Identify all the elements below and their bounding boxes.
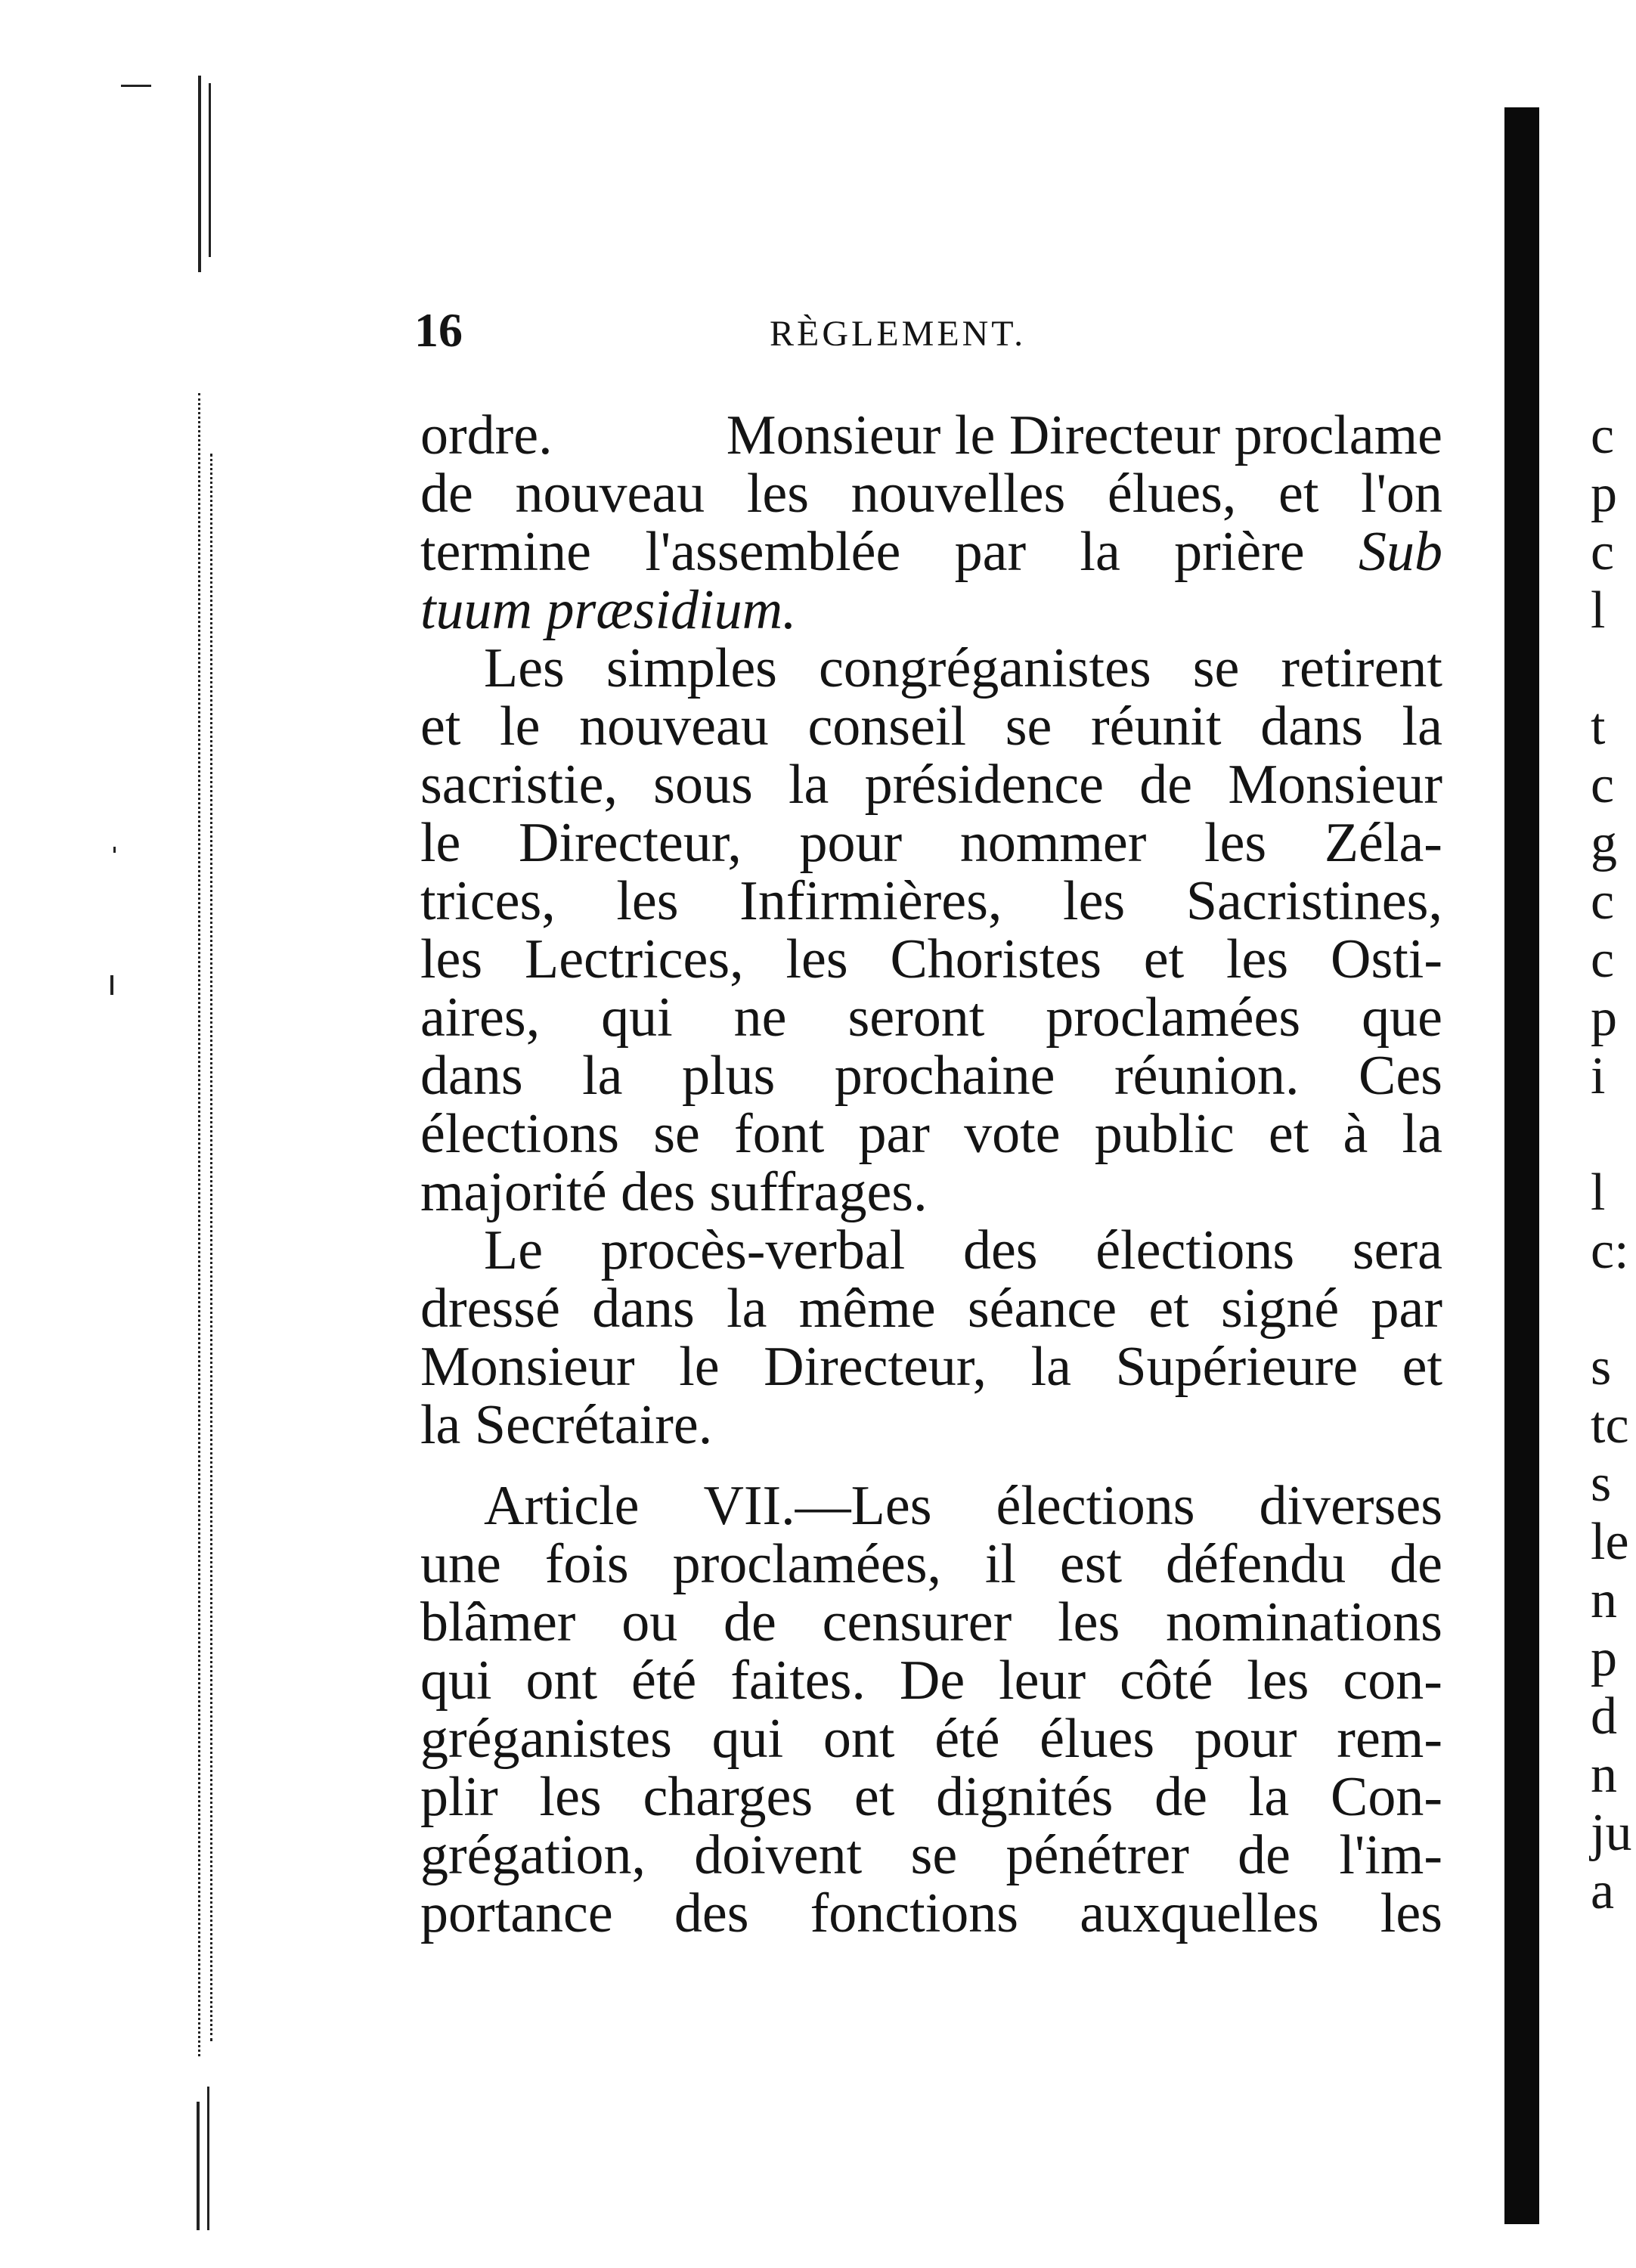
- text-line: [420, 756, 1442, 814]
- word: retirent: [1281, 637, 1442, 699]
- word: nouveau: [515, 463, 705, 525]
- word: diverses: [1259, 1475, 1442, 1537]
- word: la: [789, 754, 829, 816]
- word: ont: [525, 1650, 598, 1712]
- gutter-rule-top: [198, 76, 201, 272]
- word: et: [1278, 463, 1319, 525]
- word: proclamées,: [672, 1533, 942, 1595]
- word: élues: [1040, 1708, 1155, 1770]
- word: été: [934, 1708, 1000, 1770]
- word: le: [420, 812, 461, 874]
- text-line: [420, 637, 1442, 699]
- word: se: [910, 1824, 958, 1886]
- facing-fragment: a: [1591, 1862, 1615, 1920]
- text-line: [420, 1535, 1442, 1594]
- word: Directeur,: [764, 1336, 987, 1398]
- word: pour: [799, 812, 903, 874]
- word: les: [1247, 1650, 1309, 1712]
- word: dignités: [936, 1766, 1114, 1828]
- word: gréganistes: [420, 1708, 672, 1770]
- word: l'on: [1361, 463, 1442, 525]
- word: proclamées: [1046, 987, 1301, 1049]
- word: procès-verbal: [600, 1219, 906, 1281]
- word: la: [1248, 1766, 1290, 1828]
- word: réunion.: [1114, 1045, 1300, 1107]
- word: Le: [484, 1219, 544, 1281]
- word: dans: [420, 1045, 523, 1107]
- word: la: [1402, 696, 1442, 758]
- word: pénétrer: [1005, 1824, 1189, 1886]
- word: la: [1080, 521, 1120, 583]
- word: fois: [544, 1533, 629, 1595]
- text-line: [420, 523, 1442, 581]
- facing-fragment: c: [1591, 523, 1615, 581]
- word: les: [420, 928, 483, 990]
- word: Sub: [1358, 521, 1442, 583]
- word: la: [582, 1045, 623, 1107]
- word: nominations: [1166, 1591, 1442, 1653]
- word: les: [1058, 1591, 1120, 1653]
- word: prière: [1174, 521, 1305, 583]
- facing-fragment: l: [1591, 1163, 1606, 1222]
- facing-fragment: ju: [1591, 1804, 1632, 1862]
- facing-fragment: c: [1591, 407, 1615, 465]
- word: de: [723, 1591, 776, 1653]
- word: Zéla-: [1324, 812, 1442, 874]
- facing-fragment: c: [1591, 756, 1615, 814]
- word: ou: [621, 1591, 678, 1653]
- word: il: [984, 1533, 1017, 1595]
- word: les: [1063, 870, 1126, 932]
- text-line: [420, 1591, 1442, 1653]
- word: Article: [484, 1475, 640, 1537]
- word: des: [674, 1882, 749, 1944]
- page-edge-bar: [1504, 107, 1539, 2224]
- word: qui: [601, 987, 673, 1049]
- word: doivent: [694, 1824, 863, 1886]
- word: l'assemblée: [645, 521, 901, 583]
- text-line: [420, 1047, 1442, 1105]
- text-line: [420, 1280, 1442, 1338]
- word: séance: [967, 1278, 1117, 1340]
- word: grégation,: [420, 1824, 646, 1886]
- body-text: [420, 404, 1442, 1944]
- word: et: [1148, 1278, 1189, 1340]
- paragraph-gap: [420, 1455, 1442, 1477]
- word: le: [500, 696, 541, 758]
- word: des: [962, 1219, 1038, 1281]
- word: simples: [606, 637, 777, 699]
- facing-fragment: c:: [1591, 1222, 1629, 1280]
- word: élections: [1095, 1219, 1295, 1281]
- facing-fragment: p: [1591, 465, 1617, 523]
- facing-fragment: c: [1591, 872, 1615, 931]
- text-line: [420, 581, 1442, 640]
- word: Choristes: [890, 928, 1102, 990]
- word: Osti-: [1331, 928, 1442, 990]
- word: sacristie,: [420, 754, 618, 816]
- word: auxquelles: [1080, 1882, 1319, 1944]
- word: plus: [681, 1045, 776, 1107]
- word: de: [1139, 754, 1193, 816]
- word: dans: [1260, 696, 1363, 758]
- text-line: [420, 1710, 1442, 1768]
- word: vote: [964, 1103, 1061, 1165]
- word: la: [727, 1278, 767, 1340]
- text-line: [420, 814, 1442, 872]
- word: les: [746, 463, 810, 525]
- running-title: RÈGLEMENT.: [770, 314, 1027, 354]
- facing-fragment: i: [1591, 1047, 1606, 1105]
- facing-fragment: t: [1591, 698, 1606, 756]
- word: pour: [1194, 1708, 1297, 1770]
- word: à: [1343, 1103, 1368, 1165]
- word: nommer: [959, 812, 1147, 874]
- word: se: [653, 1103, 700, 1165]
- gutter-rule-bottom: [197, 2102, 200, 2230]
- text-line: [420, 1882, 1442, 1944]
- running-head: [414, 304, 1442, 357]
- text-line: [420, 1652, 1442, 1710]
- page-number: 16: [414, 303, 463, 357]
- facing-fragment: n: [1591, 1746, 1617, 1804]
- word: la: [1402, 1103, 1442, 1165]
- word: rem-: [1337, 1708, 1442, 1770]
- text-line: [420, 1768, 1442, 1826]
- word: VII.—Les: [703, 1475, 932, 1537]
- word: par: [1371, 1278, 1442, 1340]
- word: conseil: [807, 696, 967, 758]
- word: leur: [999, 1650, 1086, 1712]
- word: Monsieur: [420, 1336, 635, 1398]
- text-line: [420, 465, 1442, 523]
- word: défendu: [1165, 1533, 1346, 1595]
- word: le: [679, 1336, 720, 1398]
- word: de: [1390, 1533, 1442, 1595]
- word: une: [420, 1533, 501, 1595]
- word: de: [1238, 1824, 1291, 1886]
- word: nouvelles: [851, 463, 1066, 525]
- word: font: [734, 1103, 825, 1165]
- facing-fragment: le: [1591, 1513, 1629, 1571]
- facing-fragment: l: [1591, 581, 1606, 640]
- gutter-rule-bottom-2: [207, 2087, 209, 2230]
- word: trices,: [420, 870, 556, 932]
- text-line: [420, 1826, 1442, 1885]
- word: nouveau: [579, 696, 769, 758]
- word: ne: [733, 987, 787, 1049]
- word: con-: [1343, 1650, 1442, 1712]
- text-line: [420, 872, 1442, 931]
- facing-fragment: s: [1591, 1455, 1612, 1513]
- word: réunit: [1090, 696, 1222, 758]
- word: élues,: [1107, 463, 1237, 525]
- word: la Secrétaire.: [420, 1394, 713, 1456]
- word: été: [631, 1650, 697, 1712]
- word: Infirmières,: [739, 870, 1002, 932]
- word: se: [1192, 637, 1240, 699]
- word: public: [1094, 1103, 1235, 1165]
- word: se: [1005, 696, 1052, 758]
- word: blâmer: [420, 1591, 576, 1653]
- word: de: [420, 463, 473, 525]
- facing-fragment: n: [1591, 1571, 1617, 1629]
- gutter-rule-top-2: [209, 83, 211, 257]
- facing-fragment: tc: [1591, 1396, 1629, 1455]
- word: et: [1402, 1336, 1442, 1398]
- word: de: [1154, 1766, 1208, 1828]
- word: tuum præsidium.: [420, 579, 797, 641]
- word: aires,: [420, 987, 541, 1049]
- facing-fragment: s: [1591, 1338, 1612, 1396]
- facing-fragment: d: [1591, 1687, 1617, 1746]
- word: ordre.: [420, 404, 553, 466]
- word: Con-: [1330, 1766, 1442, 1828]
- text-line: [420, 404, 1442, 466]
- word: Supérieure: [1115, 1336, 1359, 1398]
- word: les: [539, 1766, 602, 1828]
- word: censurer: [822, 1591, 1012, 1653]
- word: Monsieur le Directeur proclame: [726, 404, 1442, 466]
- word: charges: [643, 1766, 813, 1828]
- facing-fragment: p: [1591, 989, 1617, 1047]
- text-line: [420, 1477, 1442, 1535]
- word: De: [899, 1650, 965, 1712]
- text-line: [420, 698, 1442, 756]
- word: et: [420, 696, 461, 758]
- word: élections: [420, 1103, 620, 1165]
- word: sera: [1352, 1219, 1442, 1281]
- word: est: [1059, 1533, 1123, 1595]
- text-line: [420, 989, 1442, 1047]
- word: plir: [420, 1766, 498, 1828]
- word: les: [785, 928, 848, 990]
- text-line: [420, 1396, 1442, 1455]
- word: ont: [823, 1708, 895, 1770]
- gutter-dotted-line-2: [210, 454, 212, 2041]
- word: Lectrices,: [525, 928, 744, 990]
- word: majorité des suffrages.: [420, 1161, 928, 1223]
- word: par: [954, 521, 1027, 583]
- facing-fragment: g: [1591, 814, 1617, 872]
- facing-fragment: p: [1591, 1629, 1617, 1687]
- gutter-tick: [110, 975, 113, 995]
- word: les: [616, 870, 679, 932]
- text-line: [420, 1163, 1442, 1222]
- word: sous: [653, 754, 753, 816]
- word: portance: [420, 1882, 613, 1944]
- text-line: [420, 1219, 1442, 1281]
- word: Les: [484, 637, 565, 699]
- word: et: [1268, 1103, 1309, 1165]
- word: seront: [847, 987, 985, 1049]
- word: les: [1226, 928, 1289, 990]
- word: qui: [420, 1650, 492, 1712]
- word: par: [858, 1103, 930, 1165]
- word: signé: [1221, 1278, 1340, 1340]
- text-line: [420, 928, 1442, 990]
- word: élections: [996, 1475, 1195, 1537]
- word: les: [1380, 1882, 1442, 1944]
- word: prochaine: [834, 1045, 1055, 1107]
- word: Ces: [1358, 1045, 1442, 1107]
- word: faites.: [730, 1650, 866, 1712]
- word: présidence: [864, 754, 1105, 816]
- word: qui: [711, 1708, 784, 1770]
- gutter-tick-2: [113, 847, 116, 853]
- facing-fragment: c: [1591, 931, 1615, 989]
- word: et: [854, 1766, 895, 1828]
- word: que: [1362, 987, 1442, 1049]
- word: même: [798, 1278, 936, 1340]
- word: les: [1204, 812, 1267, 874]
- gutter-tick-3: [121, 85, 151, 87]
- word: Sacristines,: [1185, 870, 1442, 932]
- word: et: [1143, 928, 1185, 990]
- word: l'im-: [1339, 1824, 1442, 1886]
- word: dressé: [420, 1278, 560, 1340]
- word: termine: [420, 521, 592, 583]
- word: la: [1030, 1336, 1071, 1398]
- text-line: [420, 1338, 1442, 1396]
- word: dans: [592, 1278, 695, 1340]
- word: Directeur,: [519, 812, 742, 874]
- word: congréganistes: [818, 637, 1151, 699]
- gutter-dotted-line: [198, 393, 200, 2056]
- word: côté: [1120, 1650, 1213, 1712]
- word: fonctions: [810, 1882, 1019, 1944]
- word: Monsieur: [1228, 754, 1442, 816]
- text-line: [420, 1105, 1442, 1163]
